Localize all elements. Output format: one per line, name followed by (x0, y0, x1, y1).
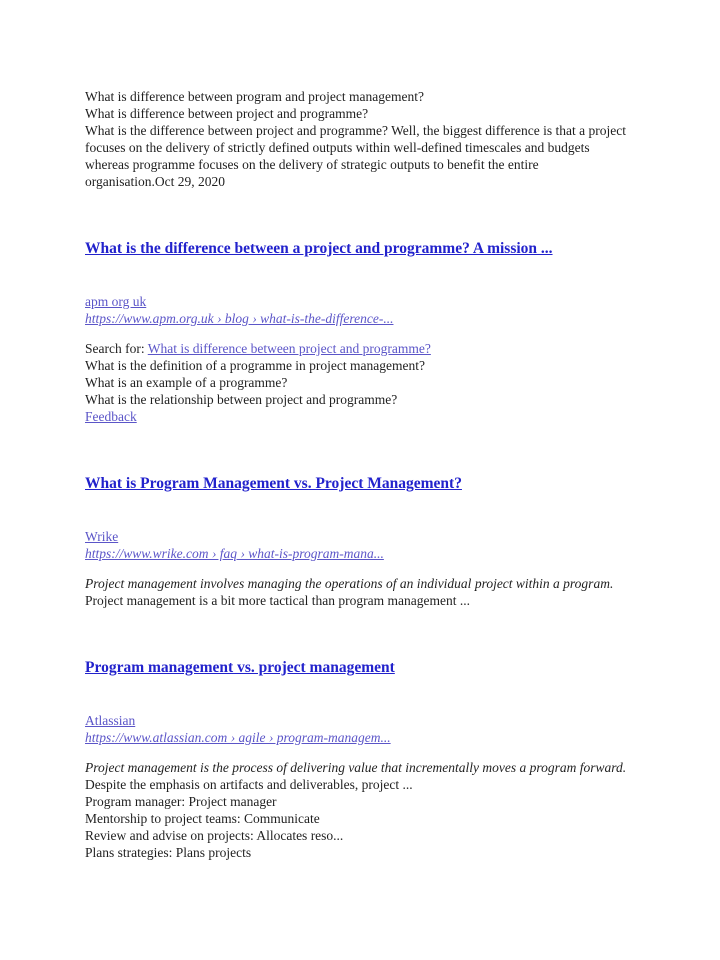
search-result-atlassian (85, 659, 630, 861)
site-name-link[interactable]: Wrike (85, 529, 119, 544)
detail-row: Review and advise on projects: Allocates reso... (85, 828, 344, 843)
result-title (85, 240, 630, 257)
site-block (85, 528, 630, 562)
search-for-label: Search for: (85, 341, 145, 356)
result-title-link[interactable]: What is the difference between a project and programme? A mission ... (85, 240, 553, 257)
search-result-wrike (85, 475, 630, 609)
answer-question-1: What is difference between program and project management? (85, 89, 424, 104)
featured-answer (85, 88, 630, 190)
search-for-row (85, 340, 630, 357)
result-url-link[interactable]: https://www.apm.org.uk › blog › what-is-the-difference-... (85, 311, 394, 326)
snippet-rest: Despite the emphasis on artifacts and deliverables, project ... (85, 777, 413, 792)
search-for-link[interactable]: What is difference between project and programme? (147, 341, 431, 356)
feedback-link[interactable]: Feedback (85, 409, 137, 424)
feedback-row (85, 408, 630, 425)
answer-paragraph: What is the difference between project and programme? Well, the biggest difference is that a project focuses on the delivery of strictly defined outputs within well-defined timescales and budgets whereas programme focuses on the delivery of strategic outputs to benefit the entire organisation.Oct 29, 2020 (85, 123, 626, 189)
search-result-apm (85, 240, 630, 425)
site-block (85, 293, 630, 327)
result-title-link[interactable]: Program management vs. project management (85, 659, 395, 676)
snippet-italic: Project management involves managing the operations of an individual project within a program. (85, 576, 614, 591)
detail-row: Program manager: Project manager (85, 794, 277, 809)
related-question: What is the definition of a programme in project management? (85, 358, 426, 373)
detail-row: Mentorship to project teams: Communicate (85, 811, 320, 826)
detail-row: Plans strategies: Plans projects (85, 845, 252, 860)
site-name-link[interactable]: apm org uk (85, 294, 147, 309)
snippet-text (85, 575, 630, 609)
result-snippet (85, 575, 630, 609)
result-url-link[interactable]: https://www.wrike.com › faq › what-is-program-mana... (85, 546, 384, 561)
result-title (85, 659, 630, 676)
snippet-text (85, 759, 630, 793)
result-title-link[interactable]: What is Program Management vs. Project Management? (85, 475, 462, 492)
snippet-italic: Project management is the process of delivering value that incrementally moves a program forward. (85, 760, 627, 775)
related-searches (85, 340, 630, 425)
result-title (85, 475, 630, 492)
site-name-link[interactable]: Atlassian (85, 713, 136, 728)
related-question: What is an example of a programme? (85, 375, 288, 390)
snippet-rest: Project management is a bit more tactical than program management ... (85, 593, 470, 608)
related-question: What is the relationship between project and programme? (85, 392, 398, 407)
answer-question-2: What is difference between project and programme? (85, 106, 369, 121)
result-snippet (85, 759, 630, 861)
site-block (85, 712, 630, 746)
result-url-link[interactable]: https://www.atlassian.com › agile › program-managem... (85, 730, 391, 745)
